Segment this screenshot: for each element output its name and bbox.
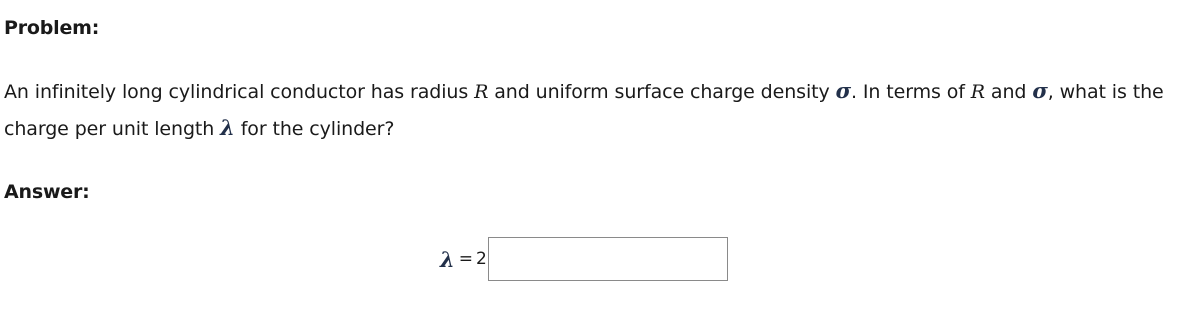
answer-heading: Answer: bbox=[4, 181, 90, 203]
answer-lambda-symbol: λ bbox=[440, 246, 455, 272]
problem-heading: Problem: bbox=[4, 17, 100, 39]
problem-text-part: , what is the charge per unit length bbox=[4, 81, 1164, 140]
symbol-sigma: σ bbox=[835, 78, 851, 103]
symbol-lambda: λ bbox=[220, 115, 235, 140]
answer-equals-sign: = bbox=[458, 249, 473, 269]
problem-text-part: and bbox=[984, 81, 1033, 103]
answer-factor: 2 bbox=[475, 249, 487, 269]
problem-text-part: and uniform surface charge density bbox=[488, 81, 836, 103]
symbol-sigma: σ bbox=[1032, 78, 1048, 103]
problem-statement bbox=[4, 73, 1194, 147]
problem-text-part: for the cylinder? bbox=[234, 118, 395, 140]
problem-text-part: An infinitely long cylindrical conductor has radius bbox=[4, 81, 475, 103]
answer-input[interactable] bbox=[488, 237, 728, 281]
symbol-R: R bbox=[970, 81, 985, 103]
symbol-R: R bbox=[474, 81, 489, 103]
answer-row bbox=[440, 236, 728, 282]
problem-text-part: . In terms of bbox=[850, 81, 971, 103]
